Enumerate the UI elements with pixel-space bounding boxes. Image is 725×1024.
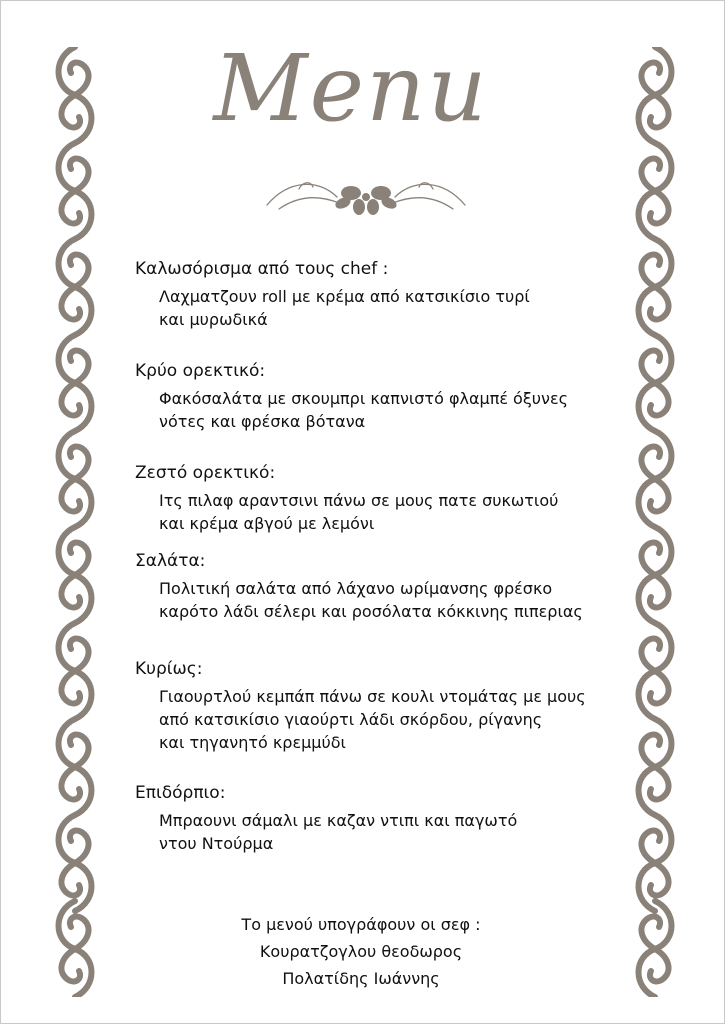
floral-divider-icon: [259, 169, 473, 223]
course-cold-appetizer: [135, 359, 625, 433]
chef-name: Κουρατζογλου θεοδωρος: [259, 942, 463, 961]
signature-label: Το μενού υπογράφουν οι σεφ :: [241, 915, 481, 934]
course-salad: [135, 549, 625, 623]
course-heading: Επιδόρπιο:: [135, 783, 226, 803]
course-heading: Σαλάτα:: [135, 551, 206, 571]
course-hot-appetizer: [135, 461, 625, 535]
course-dish: Ιτς πιλαφ αραντσινι πάνω σε μους πατε συκωτιού και κρέμα αβγού με λεμόνι: [159, 491, 559, 533]
course-heading: Καλωσόρισμα από τους chef :: [135, 259, 389, 279]
menu-title: Menu: [213, 35, 489, 142]
chef-signature: [161, 911, 561, 992]
course-dish: Πολιτική σαλάτα από λάχανο ωρίμανσης φρέσκο καρότο λάδι σέλερι και ροσόλατα κόκκινης πιπεριας: [159, 579, 583, 621]
course-dessert: [135, 781, 625, 855]
course-dish: Μπραουνι σάμαλι με καζαν ντιπι και παγωτό ντου Ντούρμα: [159, 811, 518, 853]
chef-name: Πολατίδης Ιωάννης: [282, 969, 440, 988]
course-dish: Φακόσαλάτα με σκουμπρι καπνιστό φλαμπέ όξυνες νότες και φρέσκα βότανα: [159, 389, 568, 431]
course-dish: Γιαουρτλού κεμπάπ πάνω σε κουλι ντομάτας με μους από κατσικίσιο γιαούρτι λάδι σκόρδου, ρίγανης και τηγανητό κρεμμύδι: [159, 687, 586, 752]
scroll-border-right-icon: [629, 47, 681, 997]
scroll-border-left-icon: [49, 47, 101, 997]
course-heading: Ζεστό ορεκτικό:: [135, 463, 276, 483]
course-welcome: [135, 257, 625, 331]
course-main: [135, 657, 625, 754]
course-heading: Κρύο ορεκτικό:: [135, 361, 266, 381]
course-heading: Κυρίως:: [135, 659, 203, 679]
course-dish: Λαχματζουν roll με κρέμα από κατσικίσιο τυρί και μυρωδικά: [159, 287, 530, 329]
